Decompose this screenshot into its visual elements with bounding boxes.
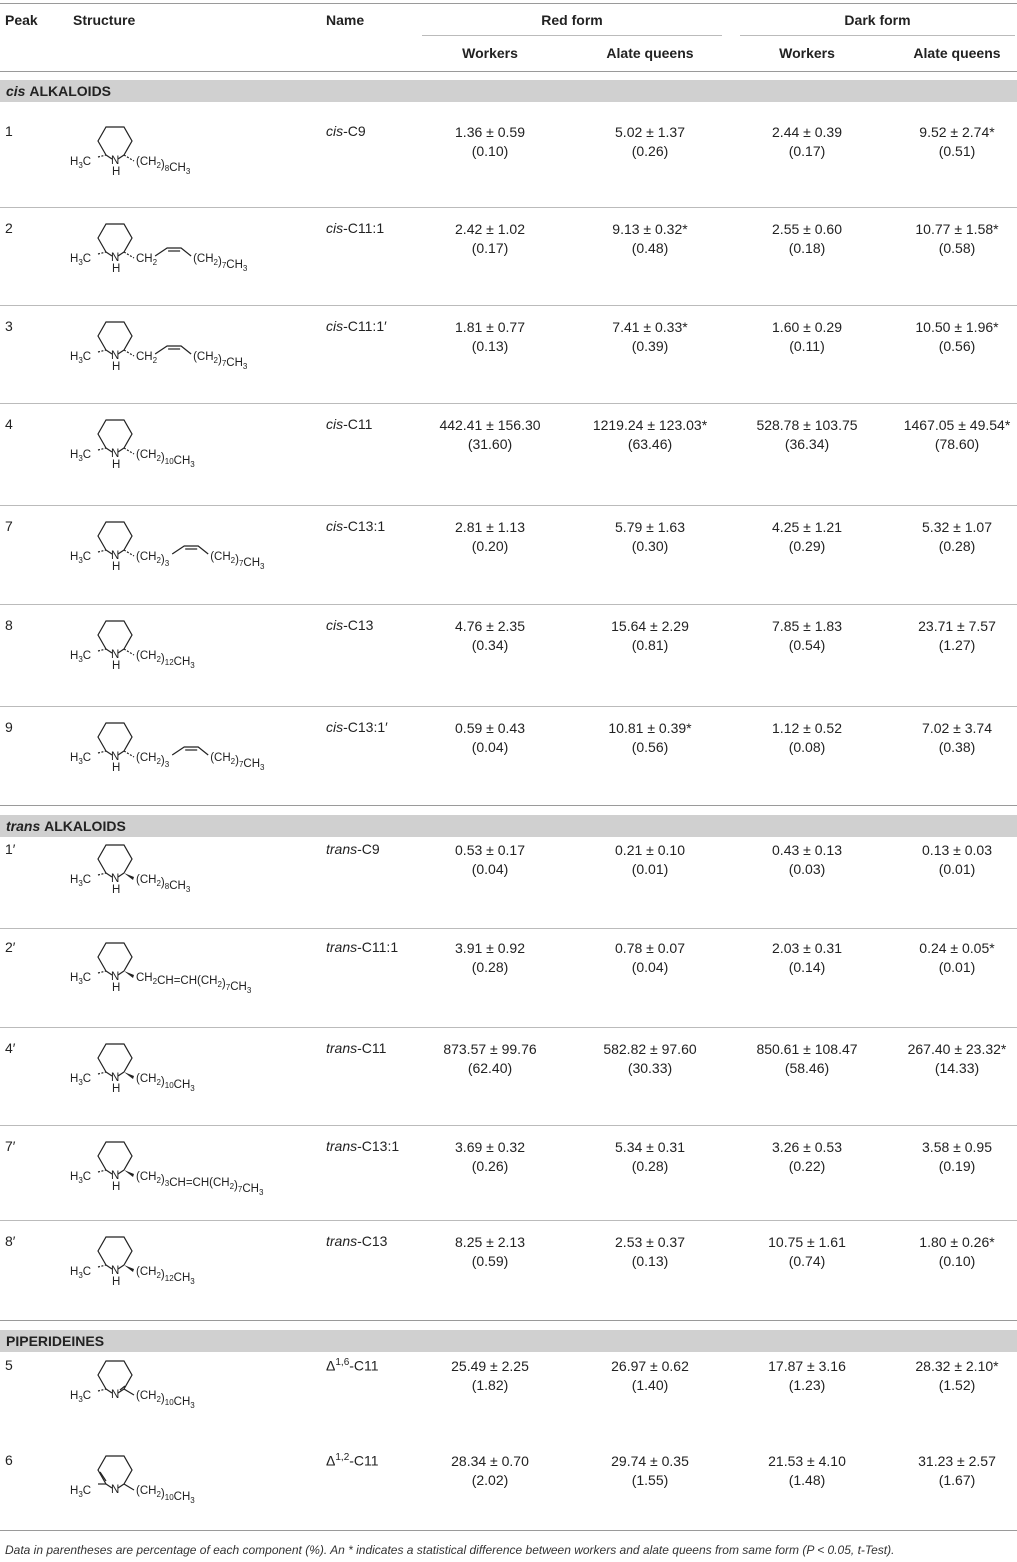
header-structure: Structure	[73, 12, 136, 28]
structure-diagram	[68, 314, 318, 378]
value-cell: 0.13 ± 0.03 (0.01)	[922, 842, 992, 877]
peak-number: 3	[5, 318, 13, 334]
side-chain-label: $(CH_2)_7CH_3$	[210, 752, 265, 772]
hydrogen-label: H	[112, 762, 121, 774]
header-red-queens: Alate queens	[606, 45, 694, 61]
side-chain-label: $CH_2$	[136, 253, 158, 267]
peak-number: 7	[5, 518, 13, 534]
peak-number: 4′	[5, 1040, 16, 1056]
value-cell: 5.32 ± 1.07 (0.28)	[922, 519, 992, 554]
value-cell: 0.78 ± 0.07 (0.04)	[615, 940, 685, 975]
value-cell: 31.23 ± 2.57 (1.67)	[918, 1453, 996, 1488]
row-divider	[0, 505, 1017, 506]
side-chain-label: $(CH_2)_3$	[136, 551, 170, 568]
ring-bonds	[98, 322, 132, 350]
nitrogen-label: N	[111, 1170, 120, 1182]
ring-bonds	[98, 1142, 132, 1170]
header-name: Name	[326, 12, 365, 28]
hashed-bond	[124, 550, 134, 556]
methyl-bond	[98, 1265, 106, 1267]
peak-number: 9	[5, 719, 13, 735]
ring-bonds	[98, 1456, 132, 1484]
peak-number: 8	[5, 617, 13, 633]
peak-number: 1	[5, 123, 13, 139]
methyl-label: $H_3C$	[70, 253, 92, 267]
ring-bonds	[98, 420, 132, 448]
compound-name: cis-C13:1′	[326, 719, 388, 735]
side-chain-label: $(CH_2)_{12}CH_3$	[136, 1266, 195, 1286]
ring-bonds	[98, 723, 132, 751]
value-cell: 2.44 ± 0.39 (0.17)	[772, 124, 842, 159]
hydrogen-label: H	[112, 1083, 121, 1095]
hydrogen-label: H	[112, 1276, 121, 1288]
section-rule	[0, 805, 1017, 806]
bottom-rule	[0, 1530, 1017, 1531]
value-cell: 15.64 ± 2.29 (0.81)	[611, 618, 689, 653]
nitrogen-label: N	[111, 1072, 120, 1084]
side-chain-label: $(CH_2)_8CH_3$	[136, 156, 191, 176]
hydrogen-label: H	[112, 459, 121, 471]
section-trans-alkaloids: trans ALKALOIDS	[0, 815, 1017, 837]
value-cell: 21.53 ± 4.10 (1.48)	[768, 1453, 846, 1488]
row-divider	[0, 207, 1017, 208]
header-dark-queens: Alate queens	[913, 45, 1001, 61]
hydrogen-label: H	[112, 361, 121, 373]
nitrogen-label: N	[111, 971, 120, 983]
ring-bonds	[98, 224, 132, 252]
header-dark-workers: Workers	[779, 45, 835, 61]
side-chain-label: $(CH_2)_{10}CH_3$	[136, 1390, 195, 1410]
ring-bonds	[98, 1361, 132, 1389]
structure-diagram	[68, 1448, 318, 1512]
value-cell: 0.24 ± 0.05* (0.01)	[919, 940, 995, 975]
top-rule	[0, 3, 1017, 4]
methyl-label: $H_3C$	[70, 156, 92, 170]
compound-name: cis-C11:1	[326, 220, 385, 236]
value-cell: 1.36 ± 0.59 (0.10)	[455, 124, 525, 159]
compound-name: cis-C9	[326, 123, 366, 139]
row-divider	[0, 706, 1017, 707]
nitrogen-label: N	[111, 1389, 120, 1401]
compound-name: trans-C13:1	[326, 1138, 400, 1154]
value-cell: 0.53 ± 0.17 (0.04)	[455, 842, 525, 877]
methyl-bond	[98, 971, 106, 973]
peak-number: 7′	[5, 1138, 16, 1154]
methyl-bond	[98, 1389, 106, 1391]
section-cis-alkaloids: cis ALKALOIDS	[0, 80, 1017, 102]
compound-name: trans-C11	[326, 1040, 387, 1056]
side-chain-label: $(CH_2)_3CH=CH(CH_2)_7CH_3$	[136, 1171, 264, 1197]
hydrogen-label: H	[112, 884, 121, 896]
value-cell: 873.57 ± 99.76 (62.40)	[443, 1041, 537, 1076]
peak-number: 6	[5, 1452, 13, 1468]
section-piperideines: PIPERIDEINES	[0, 1330, 1017, 1352]
value-cell: 1.81 ± 0.77 (0.13)	[455, 319, 525, 354]
hashed-bond	[124, 751, 134, 757]
value-cell: 28.34 ± 0.70 (2.02)	[451, 1453, 529, 1488]
methyl-bond	[98, 1072, 106, 1074]
value-cell: 582.82 ± 97.60 (30.33)	[603, 1041, 697, 1076]
value-cell: 1.80 ± 0.26* (0.10)	[919, 1234, 995, 1269]
value-cell: 3.26 ± 0.53 (0.22)	[772, 1139, 842, 1174]
value-cell: 2.03 ± 0.31 (0.14)	[772, 940, 842, 975]
alkene-bond	[155, 248, 191, 256]
compound-name: cis-C11	[326, 416, 373, 432]
value-cell: 10.81 ± 0.39* (0.56)	[608, 720, 692, 755]
side-chain-label: $CH_2CH=CH(CH_2)_7CH_3$	[136, 972, 252, 995]
value-cell: 10.75 ± 1.61 (0.74)	[768, 1234, 846, 1269]
hashed-bond	[124, 350, 134, 356]
row-divider	[0, 305, 1017, 306]
value-cell: 25.49 ± 2.25 (1.82)	[451, 1358, 529, 1393]
value-cell: 26.97 ± 0.62 (1.40)	[611, 1358, 689, 1393]
compound-name: cis-C13	[326, 617, 374, 633]
hydrogen-label: H	[112, 263, 121, 275]
hydrogen-label: H	[112, 660, 121, 672]
value-cell: 17.87 ± 3.16 (1.23)	[768, 1358, 846, 1393]
compound-name: Δ$^{1,6}$-C11	[326, 1357, 379, 1374]
ring-bonds	[98, 127, 132, 155]
value-cell: 528.78 ± 103.75 (36.34)	[756, 417, 858, 452]
methyl-label: $H_3C$	[70, 1485, 92, 1499]
header-dark-form: Dark form	[844, 12, 911, 28]
side-chain-label: $(CH_2)_7CH_3$	[210, 551, 265, 571]
row-divider	[0, 928, 1017, 929]
header-red-form: Red form	[541, 12, 603, 28]
nitrogen-label: N	[111, 155, 120, 167]
methyl-label: $H_3C$	[70, 449, 92, 463]
ring-bonds	[98, 522, 132, 550]
structure-diagram	[68, 216, 318, 280]
row-divider	[0, 1220, 1017, 1221]
value-cell: 8.25 ± 2.13 (0.59)	[455, 1234, 525, 1269]
structure-diagram	[68, 412, 318, 476]
structure-diagram	[68, 935, 318, 999]
value-cell: 23.71 ± 7.57 (1.27)	[918, 618, 996, 653]
ring-bonds	[98, 845, 132, 873]
nitrogen-label: N	[111, 252, 120, 264]
methyl-label: $H_3C$	[70, 874, 92, 888]
side-chain-label: $CH_2$	[136, 351, 158, 365]
ring-bonds	[98, 621, 132, 649]
value-cell: 1.12 ± 0.52 (0.08)	[772, 720, 842, 755]
hashed-bond	[124, 155, 134, 161]
value-cell: 442.41 ± 156.30 (31.60)	[439, 417, 541, 452]
methyl-label: $H_3C$	[70, 1266, 92, 1280]
value-cell: 9.52 ± 2.74* (0.51)	[919, 124, 995, 159]
value-cell: 267.40 ± 23.32* (14.33)	[907, 1041, 1007, 1076]
header-peak: Peak	[5, 12, 38, 28]
value-cell: 0.43 ± 0.13 (0.03)	[772, 842, 842, 877]
value-cell: 5.34 ± 0.31 (0.28)	[615, 1139, 685, 1174]
methyl-label: $H_3C$	[70, 972, 92, 986]
header-red-workers: Workers	[462, 45, 518, 61]
structure-diagram	[68, 119, 318, 183]
ring-bonds	[98, 1237, 132, 1265]
row-divider	[0, 604, 1017, 605]
compound-name: trans-C13	[326, 1233, 388, 1249]
peak-number: 8′	[5, 1233, 16, 1249]
compound-name: Δ$^{1,2}$-C11	[326, 1452, 379, 1469]
wedge-bond	[124, 1072, 134, 1079]
side-chain-label: $(CH_2)_8CH_3$	[136, 874, 191, 894]
side-chain-label: $(CH_2)_{12}CH_3$	[136, 650, 195, 670]
hashed-bond	[124, 649, 134, 655]
value-cell: 850.61 ± 108.47 (58.46)	[756, 1041, 858, 1076]
compound-name: trans-C11:1	[326, 939, 399, 955]
value-cell: 2.81 ± 1.13 (0.20)	[455, 519, 525, 554]
peak-number: 2′	[5, 939, 16, 955]
hashed-bond	[124, 448, 134, 454]
value-cell: 7.85 ± 1.83 (0.54)	[772, 618, 842, 653]
structure-diagram	[68, 613, 318, 677]
structure-diagram	[68, 514, 318, 578]
compound-name: cis-C11:1′	[326, 318, 387, 334]
methyl-label: $H_3C$	[70, 650, 92, 664]
methyl-label: $H_3C$	[70, 1390, 92, 1404]
value-cell: 3.91 ± 0.92 (0.28)	[455, 940, 525, 975]
peak-number: 2	[5, 220, 13, 236]
peak-number: 5	[5, 1357, 13, 1373]
side-chain-label: $(CH_2)_7CH_3$	[193, 351, 248, 371]
value-cell: 10.77 ± 1.58* (0.58)	[915, 221, 999, 256]
nitrogen-label: N	[111, 550, 120, 562]
value-cell: 2.42 ± 1.02 (0.17)	[455, 221, 525, 256]
value-cell: 5.79 ± 1.63 (0.30)	[615, 519, 685, 554]
methyl-bond	[98, 252, 106, 254]
hydrogen-label: H	[112, 561, 121, 573]
value-cell: 2.55 ± 0.60 (0.18)	[772, 221, 842, 256]
value-cell: 4.76 ± 2.35 (0.34)	[455, 618, 525, 653]
methyl-bond	[98, 1170, 106, 1172]
hashed-bond	[124, 252, 134, 258]
header-bottom-rule	[0, 71, 1017, 72]
value-cell: 2.53 ± 0.37 (0.13)	[615, 1234, 685, 1269]
side-chain-label: $(CH_2)_{10}CH_3$	[136, 449, 195, 469]
structure-diagram	[68, 1353, 318, 1417]
nitrogen-label: N	[111, 873, 120, 885]
footnote: Data in parentheses are percentage of each component (%). An * indicates a statistical difference between workers and alate queens from same form (P < 0.05, t-Test).	[5, 1543, 895, 1557]
peak-number: 1′	[5, 841, 16, 857]
wedge-bond	[124, 873, 134, 880]
chain-bond	[124, 1389, 134, 1395]
methyl-bond	[98, 550, 106, 552]
value-cell: 0.59 ± 0.43 (0.04)	[455, 720, 525, 755]
nitrogen-label: N	[111, 751, 120, 763]
structure-diagram	[68, 1229, 318, 1293]
side-chain-label: $(CH_2)_3$	[136, 752, 170, 769]
alkene-bond	[155, 346, 191, 354]
methyl-bond	[98, 873, 106, 875]
nitrogen-label: N	[111, 649, 120, 661]
wedge-bond	[124, 1170, 134, 1177]
value-cell: 7.41 ± 0.33* (0.39)	[612, 319, 688, 354]
wedge-bond	[124, 971, 134, 978]
nitrogen-label: N	[111, 1484, 120, 1496]
structure-diagram	[68, 1134, 318, 1198]
value-cell: 28.32 ± 2.10* (1.52)	[915, 1358, 999, 1393]
side-chain-label: $(CH_2)_{10}CH_3$	[136, 1073, 195, 1093]
methyl-bond	[98, 649, 106, 651]
nitrogen-label: N	[111, 1265, 120, 1277]
methyl-bond	[98, 350, 106, 352]
value-cell: 1467.05 ± 49.54* (78.60)	[903, 417, 1011, 452]
compound-name: trans-C9	[326, 841, 380, 857]
ring-bonds	[98, 943, 132, 971]
alkene-bond	[172, 546, 208, 554]
value-cell: 1219.24 ± 123.03* (63.46)	[592, 417, 708, 452]
value-cell: 1.60 ± 0.29 (0.11)	[772, 319, 842, 354]
value-cell: 29.74 ± 0.35 (1.55)	[611, 1453, 689, 1488]
red-form-rule	[422, 35, 722, 36]
wedge-bond	[124, 1265, 134, 1272]
value-cell: 3.69 ± 0.32 (0.26)	[455, 1139, 525, 1174]
value-cell: 0.21 ± 0.10 (0.01)	[615, 842, 685, 877]
value-cell: 3.58 ± 0.95 (0.19)	[922, 1139, 992, 1174]
methyl-label: $H_3C$	[70, 351, 92, 365]
methyl-label: $H_3C$	[70, 1073, 92, 1087]
methyl-label: $H_3C$	[70, 1171, 92, 1185]
row-divider	[0, 1125, 1017, 1126]
methyl-bond	[98, 448, 106, 450]
nitrogen-label: N	[111, 350, 120, 362]
section-rule	[0, 1320, 1017, 1321]
value-cell: 10.50 ± 1.96* (0.56)	[915, 319, 999, 354]
chain-bond	[124, 1484, 134, 1490]
ring-bonds	[98, 1044, 132, 1072]
side-chain-label: $(CH_2)_{10}CH_3$	[136, 1485, 195, 1505]
compound-name: cis-C13:1	[326, 518, 386, 534]
value-cell: 9.13 ± 0.32* (0.48)	[612, 221, 688, 256]
hydrogen-label: H	[112, 982, 121, 994]
structure-diagram	[68, 715, 318, 779]
methyl-bond	[98, 751, 106, 753]
row-divider	[0, 403, 1017, 404]
methyl-label: $H_3C$	[70, 551, 92, 565]
hydrogen-label: H	[112, 1181, 121, 1193]
structure-diagram	[68, 837, 318, 901]
nitrogen-label: N	[111, 448, 120, 460]
methyl-bond	[98, 155, 106, 157]
hydrogen-label: H	[112, 166, 121, 178]
value-cell: 4.25 ± 1.21 (0.29)	[772, 519, 842, 554]
peak-number: 4	[5, 416, 13, 432]
structure-diagram	[68, 1036, 318, 1100]
row-divider	[0, 1027, 1017, 1028]
value-cell: 7.02 ± 3.74 (0.38)	[922, 720, 992, 755]
dark-form-rule	[740, 35, 1015, 36]
alkene-bond	[172, 747, 208, 755]
side-chain-label: $(CH_2)_7CH_3$	[193, 253, 248, 273]
value-cell: 5.02 ± 1.37 (0.26)	[615, 124, 685, 159]
methyl-label: $H_3C$	[70, 752, 92, 766]
